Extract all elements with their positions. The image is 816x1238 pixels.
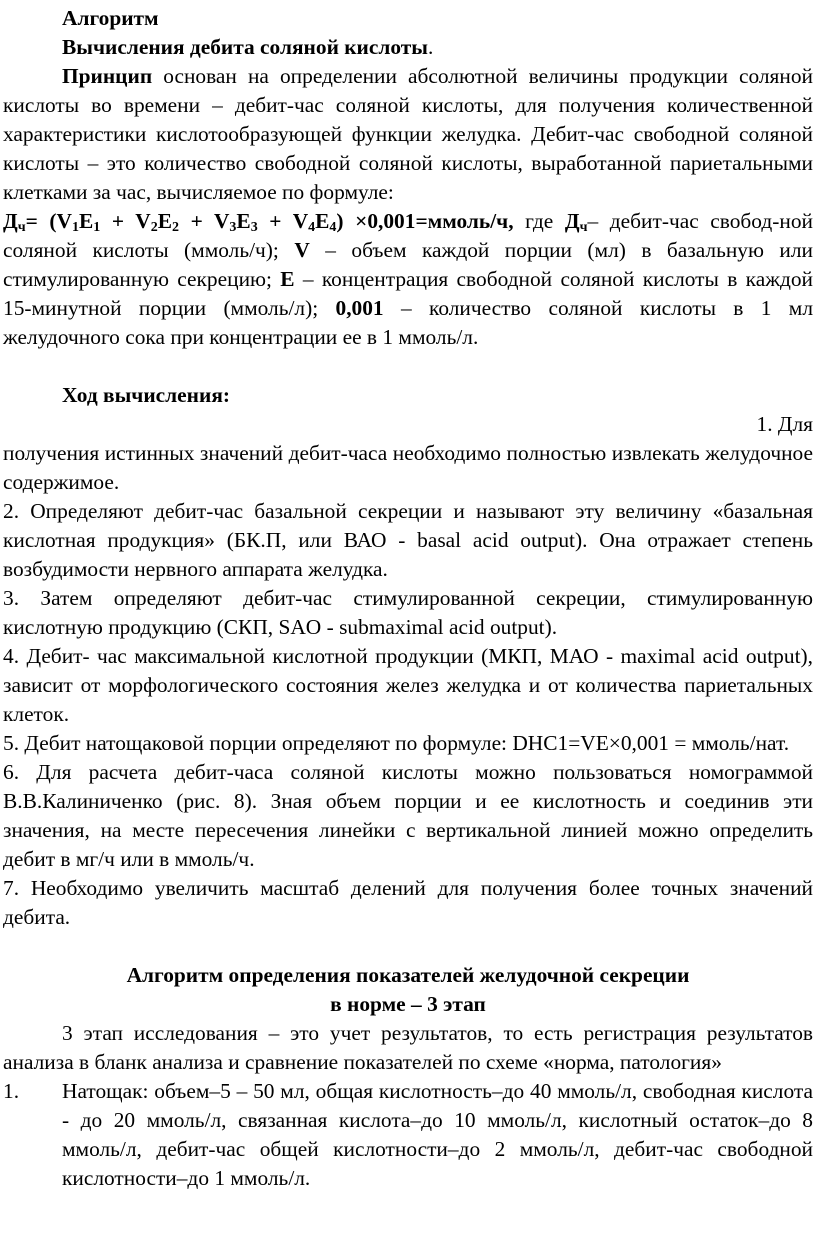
section-2-intro: 3 этап исследования – это учет результатов, то есть регистрация результатов анализа в бланк анализа и сравнение показателей по схеме «норма, патология» — [3, 1021, 813, 1074]
title-calculation — [3, 33, 813, 62]
title-calculation-dot: . — [428, 35, 434, 59]
formula-d-description: – дебит-час свобод-ной соляной кислоты (ммоль/ч); — [3, 209, 813, 262]
formula-d-symbol: $Д_ч$ — [564, 209, 588, 235]
title-calculation-text: Вычисления дебита соляной кислоты — [62, 35, 429, 59]
formula-k-description: – количество соляной кислоты в 1 мл желудочного сока при концентрации ее в 1 ммоль/л. — [3, 296, 813, 349]
formula-e-symbol: E — [280, 267, 295, 291]
formula-paragraph — [3, 207, 813, 352]
formula: $Д_ч= (V_1E_1 + V_2E_2 + V_3E_3 + V_4E_4)$ ×0,001=ммоль/ч, — [3, 209, 514, 235]
principle-label: Принцип — [62, 64, 153, 88]
section-2-title-line-2: в норме – 3 этап — [330, 992, 486, 1016]
list-item-number: 1. — [3, 1079, 20, 1103]
formula-e-description: – концентрация свободной соляной кислоты в каждой 15-минутной порции (ммоль/л); — [3, 267, 814, 320]
step-6: 6. Для расчета дебит-часа соляной кислоты можно пользоваться номограммой В.В.Калиниченко (рис. 8). Зная объем порции и ее кислотность и соединив эти значения, на месте пересечения линейки с вертикальной линией можно определить дебит в мг/ч или в ммоль/ч. — [3, 760, 813, 871]
title-algorithm: Алгоритм — [62, 6, 159, 30]
formula-where: где — [513, 209, 565, 233]
formula-v-description: – объем каждой порции (мл) в базальную или стимулированную секрецию; — [3, 238, 813, 291]
step-1-start: 1. Для — [756, 412, 813, 436]
step-5: 5. Дебит натощаковой порции определяют по формуле: DHC1=VE×0,001 = ммоль/нат. — [3, 731, 790, 755]
step-4: 4. Дебит- час максимальной кислотной продукции (МКП, МАО - maximal acid output), зависит от морфологического состояния желез желудка и от количества париетальных клеток. — [3, 644, 813, 726]
list-item — [3, 1077, 813, 1193]
step-3: 3. Затем определяют дебит-час стимулированной секреции, стимулированную кислотную продукцию (СКП, SAO - submaximal acid output). — [3, 586, 813, 639]
list-item-text: Натощак: объем–5 – 50 мл, общая кислотность–до 40 ммоль/л, свободная кислота - до 20 ммоль/л, связанная кислота–до 10 ммоль/л, кислотный остаток–до 8 ммоль/л, дебит-час общей кислотности–до 2 ммоль/л, дебит-час свободной кислотности–до 1 ммоль/л. — [62, 1079, 813, 1190]
formula-v-symbol: V — [294, 238, 310, 262]
step-2: 2. Определяют дебит-час базальной секреции и называют эту величину «базальная кислотная продукция» (БК.П, или ВАО - basal acid output). Она отражает степень возбудимости нервного аппарата желудка. — [3, 499, 813, 581]
principle-paragraph — [3, 62, 813, 207]
principle-text: основан на определении абсолютной величины продукции соляной кислоты во времени – дебит-час соляной кислоты, для получения количественной характеристики кислотообразующей функции желудка. Дебит-час свободной соляной кислоты – это количество свободной соляной кислоты, выработанной париетальными клетками за час, вычисляемое по формуле: — [3, 64, 813, 204]
formula-k-symbol: 0,001 — [335, 296, 384, 320]
step-7: 7. Необходимо увеличить масштаб делений для получения более точных значений дебита. — [3, 876, 813, 929]
section-2-title-line-1: Алгоритм определения показателей желудочной секреции — [126, 963, 690, 987]
process-heading: Ход вычисления: — [62, 383, 231, 407]
step-1-rest: получения истинных значений дебит-часа необходимо полностью извлекать желудочное содержимое. — [3, 441, 813, 494]
